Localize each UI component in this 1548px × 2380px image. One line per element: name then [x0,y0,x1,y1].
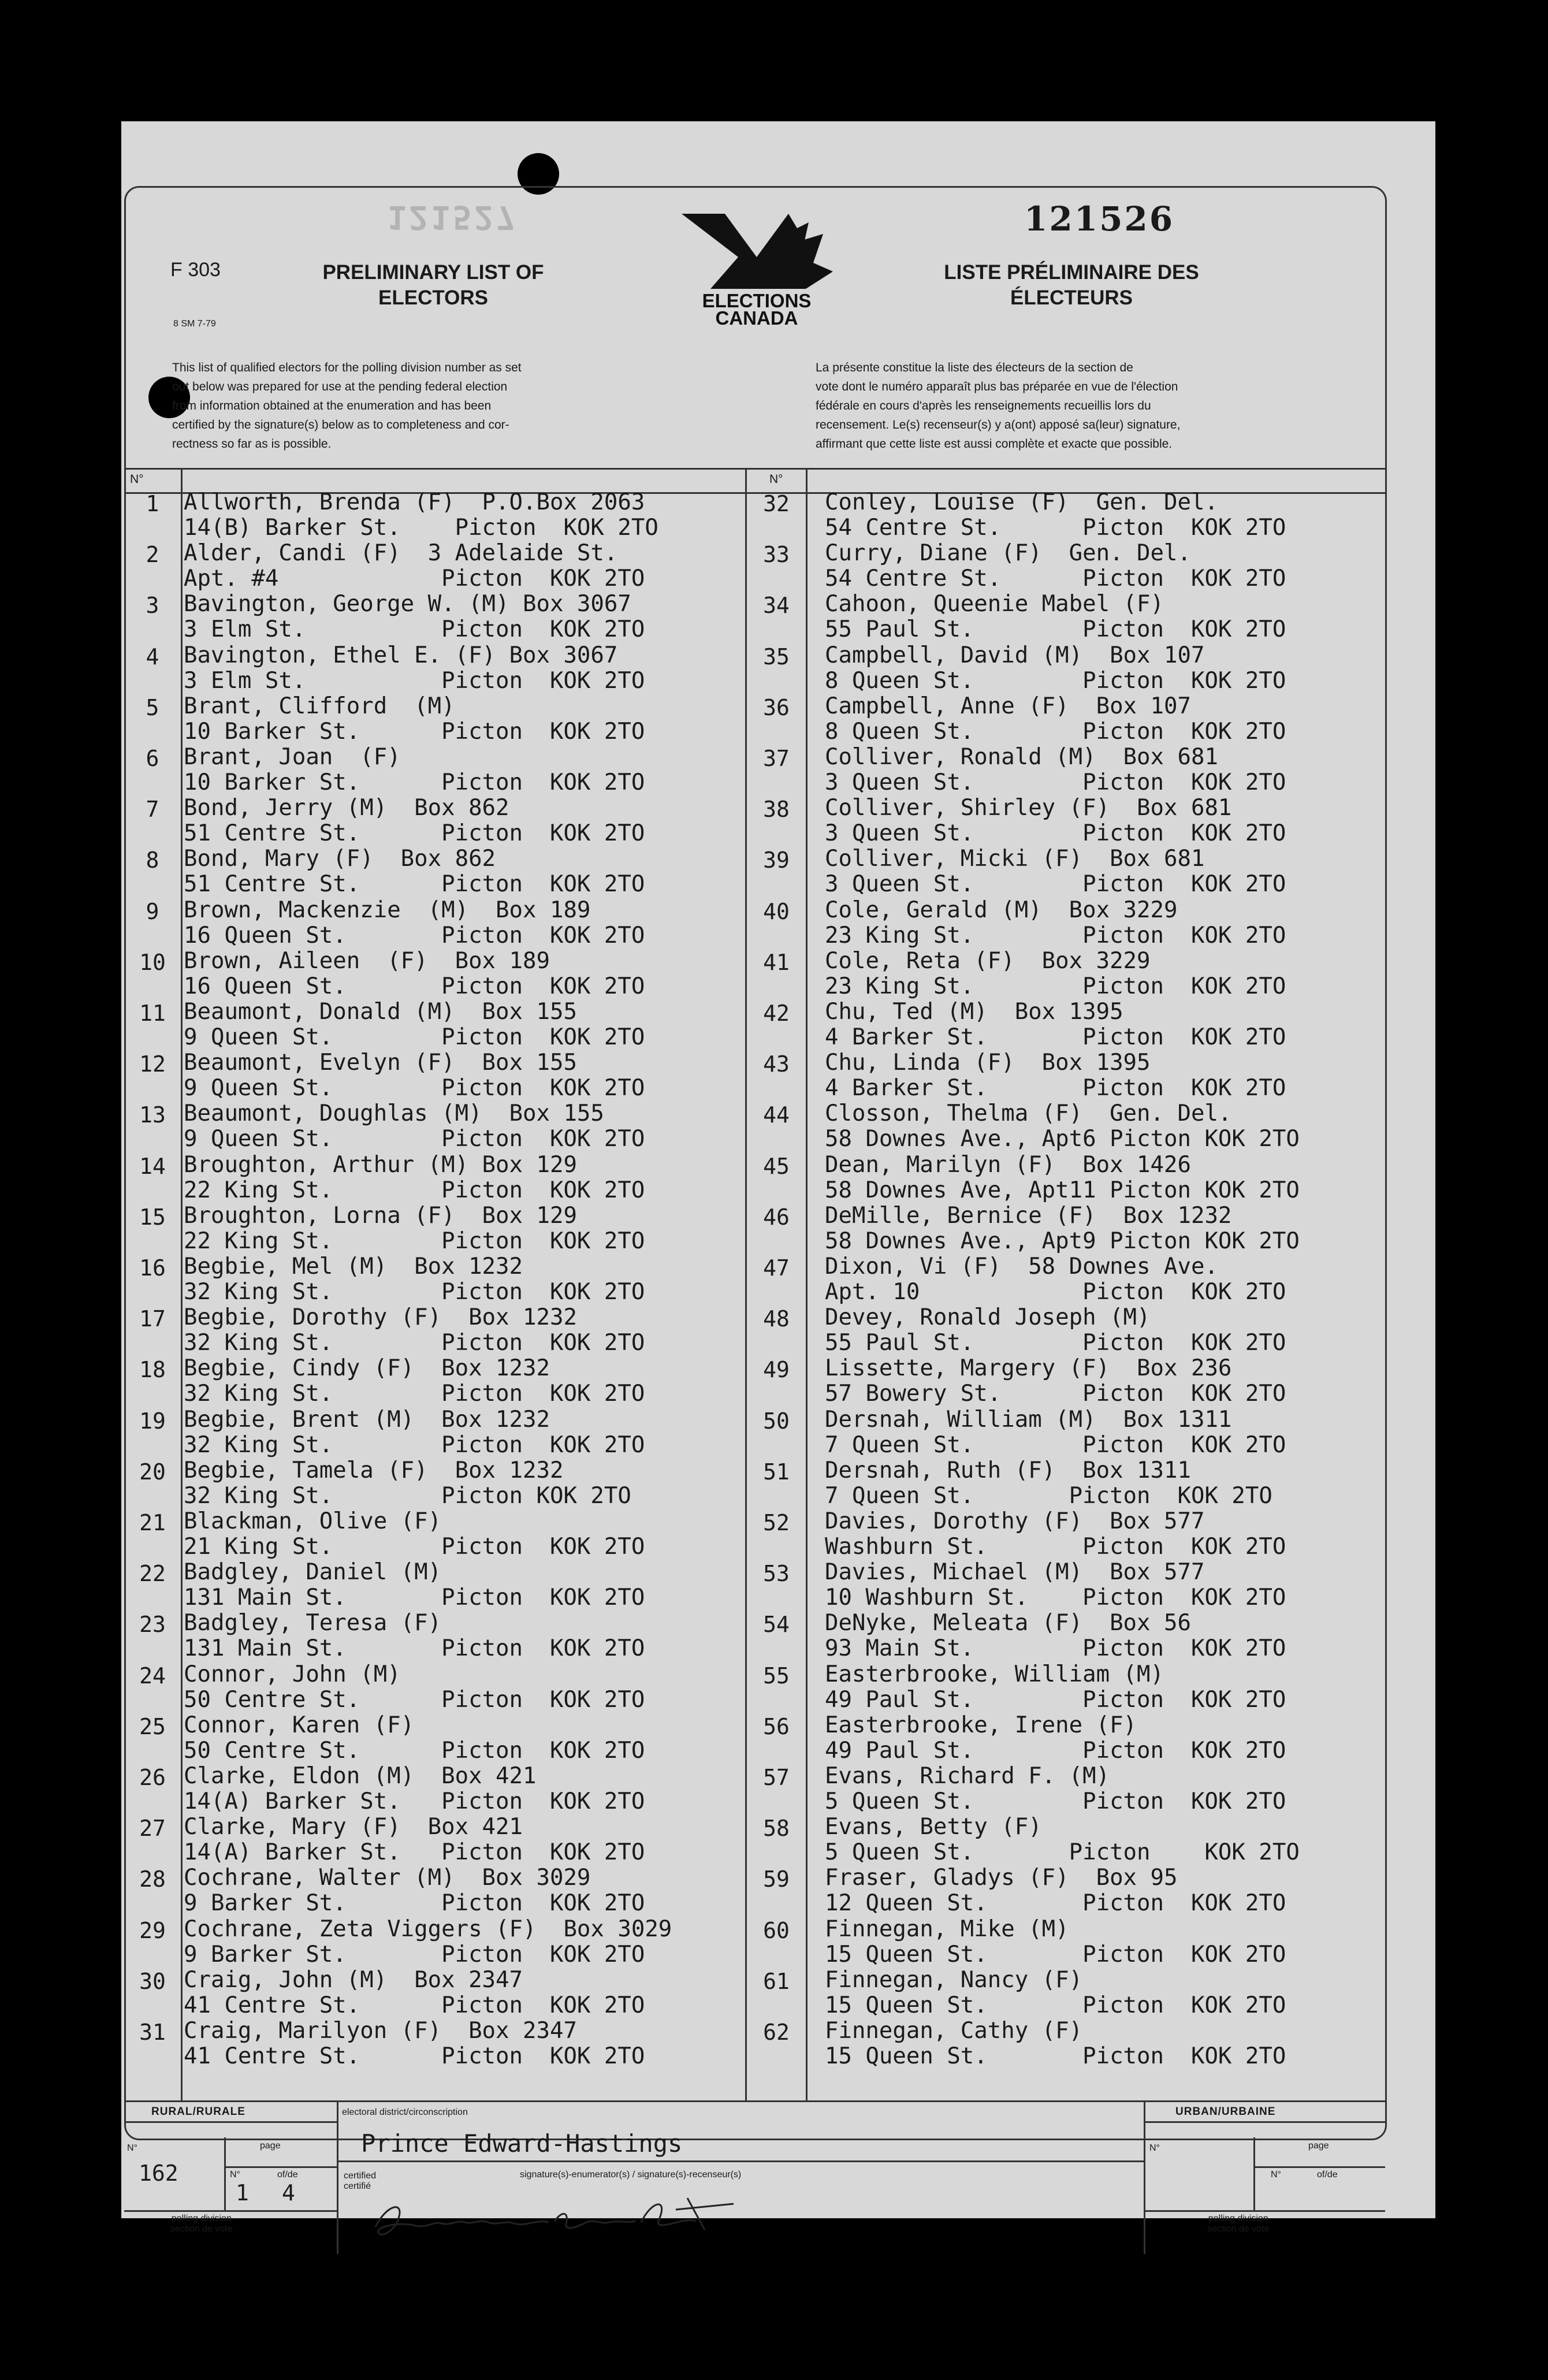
elector-name-line: Finnegan, Cathy (F) [825,2018,1083,2044]
elector-entry [825,1509,1286,1560]
elector-entry [184,643,645,694]
elector-address-line: 9 Queen St. Picton KOK 2TO [184,1126,645,1152]
elector-address-line: 15 Queen St. Picton KOK 2TO [825,1992,1286,2018]
elector-address-line: 16 Queen St. Picton KOK 2TO [184,973,645,999]
elector-number: 52 [763,1510,790,1535]
elector-number: 23 [139,1612,166,1637]
elector-address-line: 57 Bowery St. Picton KOK 2TO [825,1381,1286,1407]
elector-address-line: 3 Queen St. Picton KOK 2TO [825,769,1286,795]
elector-name-line: Begbie, Cindy (F) Box 1232 [184,1355,550,1381]
elector-entry [184,1050,645,1101]
elector-entry [184,1764,645,1814]
elector-name-line: Bavington, George W. (M) Box 3067 [184,591,631,617]
elector-entry [184,1865,645,1916]
elector-number: 37 [763,746,790,771]
elector-entry [825,541,1286,592]
elector-entry [825,1865,1286,1916]
elector-name-line: Bond, Mary (F) Box 862 [184,846,496,872]
page-total: 4 [282,2180,295,2206]
elector-name-line: Begbie, Mel (M) Box 1232 [184,1254,523,1280]
elector-entry [184,1509,645,1560]
elector-address-line: 55 Paul St. Picton KOK 2TO [825,1330,1286,1356]
elector-name-line: Brant, Joan (F) [184,744,401,770]
elector-entry [184,1814,645,1865]
elector-address-line: 58 Downes Ave., Apt6 Picton KOK 2TO [825,1126,1300,1152]
elector-address-line: 54 Centre St. Picton KOK 2TO [825,515,1286,541]
elector-entry [825,1814,1300,1865]
elector-number: 35 [763,644,790,670]
elector-entry [184,1254,645,1305]
elector-address-line: 5 Queen St. Picton KOK 2TO [825,1839,1300,1865]
elector-number: 1 [146,491,159,516]
elector-name-line: DeMille, Bernice (F) Box 1232 [825,1203,1232,1229]
elector-address-line: 50 Centre St. Picton KOK 2TO [184,1738,645,1764]
elector-number: 26 [139,1765,166,1790]
elector-address-line: 3 Elm St. Picton KOK 2TO [184,668,645,694]
elector-address-line: 93 Main St. Picton KOK 2TO [825,1635,1286,1661]
elector-address-line: 32 King St. Picton KOK 2TO [184,1483,631,1509]
elector-number: 34 [763,593,790,618]
elector-number: 6 [146,746,159,771]
elector-entry [184,541,645,592]
elector-address-line: 50 Centre St. Picton KOK 2TO [184,1687,645,1713]
elector-address-line: 10 Barker St. Picton KOK 2TO [184,769,645,795]
elector-entry [184,1305,645,1356]
number-header-right: N° [769,473,783,486]
elector-number: 41 [763,950,790,975]
elector-name-line: Blackman, Olive (F) [184,1508,442,1534]
elections-canada-logo [670,208,843,335]
urban-label: URBAN/URBAINE [1175,2106,1276,2118]
certified-label: certified certifié [344,2171,377,2191]
show-through-number: 121527 [387,198,518,236]
elector-name-line: Connor, Karen (F) [184,1712,415,1738]
elector-address-line: 41 Centre St. Picton KOK 2TO [184,1992,645,2018]
form-number: F 303 [170,259,221,281]
elector-name-line: Conley, Louise (F) Gen. Del. [825,489,1218,515]
rural-bottom-rule [124,2210,337,2212]
elector-address-line: 3 Queen St. Picton KOK 2TO [825,871,1286,897]
elector-address-line: 9 Barker St. Picton KOK 2TO [184,1942,645,1968]
elector-number: 53 [763,1561,790,1586]
urban-no-label: N° [1149,2143,1160,2153]
elector-entry [184,1917,672,1968]
elector-address-line: 131 Main St. Picton KOK 2TO [184,1585,645,1611]
elector-name-line: Evans, Betty (F) [825,1814,1042,1840]
elector-number: 61 [763,1969,790,1994]
elector-name-line: Broughton, Lorna (F) Box 129 [184,1203,577,1229]
elector-name-line: Campbell, Anne (F) Box 107 [825,693,1191,719]
elector-name-line: Allworth, Brenda (F) P.O.Box 2063 [184,489,645,515]
elector-number: 7 [146,797,159,822]
elector-name-line: Alder, Candi (F) 3 Adelaide St. [184,540,618,566]
elector-address-line: 41 Centre St. Picton KOK 2TO [184,2043,645,2069]
elector-address-line: 51 Centre St. Picton KOK 2TO [184,871,645,897]
elector-address-line: Apt. 10 Picton KOK 2TO [825,1279,1286,1305]
rural-label: RURAL/RURALE [151,2106,245,2118]
elector-address-line: 55 Paul St. Picton KOK 2TO [825,616,1286,642]
elector-name-line: Clarke, Eldon (M) Box 421 [184,1763,537,1789]
elector-entry [184,1101,645,1152]
elector-entry [184,1662,645,1713]
elector-entry [184,898,645,949]
elector-name-line: Chu, Linda (F) Box 1395 [825,1050,1151,1076]
svg-text:ELECTIONS: ELECTIONS [702,290,812,311]
page-number: 1 [236,2180,249,2206]
elector-address-line: 7 Queen St. Picton KOK 2TO [825,1432,1286,1458]
elector-number: 28 [139,1866,166,1892]
enumerator-signature [364,2186,757,2244]
elector-name-line: Easterbrooke, Irene (F) [825,1712,1137,1738]
urban-page-no-label: N° [1271,2170,1281,2180]
elector-address-line: 8 Queen St. Picton KOK 2TO [825,668,1286,694]
elector-name-line: Begbie, Brent (M) Box 1232 [184,1407,550,1433]
elector-number: 25 [139,1714,166,1739]
elector-entry [825,694,1286,745]
elector-entry [825,1968,1286,2018]
elector-address-line: 23 King St. Picton KOK 2TO [825,923,1286,949]
elector-number: 32 [763,491,790,516]
elector-address-line: 32 King St. Picton KOK 2TO [184,1330,645,1356]
number-header-left: N° [130,473,144,486]
elector-number: 29 [139,1918,166,1943]
elector-name-line: Finnegan, Mike (M) [825,1916,1069,1942]
elector-number: 27 [139,1816,166,1841]
elector-name-line: Begbie, Dorothy (F) Box 1232 [184,1304,577,1330]
elector-entry [825,999,1286,1050]
elector-name-line: Devey, Ronald Joseph (M) [825,1304,1151,1330]
elector-name-line: Beaumont, Doughlas (M) Box 155 [184,1100,604,1126]
elector-number: 19 [139,1408,166,1434]
elector-address-line: 3 Elm St. Picton KOK 2TO [184,616,645,642]
urban-polling-division-label: polling division section de vote [1207,2214,1270,2234]
rural-page-label: page [260,2141,281,2151]
right-number-column-rule [806,468,808,2100]
elector-address-line: 22 King St. Picton KOK 2TO [184,1228,645,1254]
elector-address-line: 15 Queen St. Picton KOK 2TO [825,1942,1286,1968]
elector-name-line: Lissette, Margery (F) Box 236 [825,1355,1232,1381]
elector-entry [825,490,1286,541]
elector-number: 39 [763,847,790,873]
elector-number: 9 [146,899,159,924]
elector-name-line: Closson, Thelma (F) Gen. Del. [825,1100,1232,1126]
svg-text:CANADA: CANADA [715,307,798,329]
elector-name-line: Colliver, Shirley (F) Box 681 [825,795,1232,821]
footer-top-rule [124,2100,1385,2102]
urban-bottom-rule [1144,2210,1385,2212]
elector-entry [184,490,658,541]
elector-name-line: Campbell, David (M) Box 107 [825,642,1205,668]
rural-header-rule [124,2121,337,2123]
footer-urban-divider [1144,2100,1145,2254]
elector-name-line: Brant, Clifford (M) [184,693,455,719]
elector-address-line: 49 Paul St. Picton KOK 2TO [825,1738,1286,1764]
elector-number: 8 [146,847,159,873]
elector-entry [184,846,645,897]
elector-number: 31 [139,2020,166,2045]
elector-name-line: Dean, Marilyn (F) Box 1426 [825,1152,1191,1178]
elector-number: 59 [763,1866,790,1892]
elector-number: 21 [139,1510,166,1535]
elector-entry [825,2018,1286,2069]
elector-address-line: 8 Queen St. Picton KOK 2TO [825,719,1286,745]
elector-name-line: Broughton, Arthur (M) Box 129 [184,1152,577,1178]
elector-entry [825,1611,1286,1661]
elector-name-line: Chu, Ted (M) Box 1395 [825,999,1123,1025]
elector-name-line: Badgley, Teresa (F) [184,1610,442,1636]
elector-number: 13 [139,1102,166,1128]
elector-entry [825,1407,1286,1458]
elector-entry [184,1560,645,1611]
elector-number: 40 [763,899,790,924]
elector-address-line: Apt. #4 Picton KOK 2TO [184,566,645,592]
elector-entry [184,1356,645,1407]
elector-name-line: Cochrane, Zeta Viggers (F) Box 3029 [184,1916,672,1942]
elector-entry [825,1713,1286,1764]
elector-name-line: Davies, Michael (M) Box 577 [825,1559,1205,1585]
urban-page-divider [1253,2137,1255,2210]
elector-name-line: Easterbrooke, William (M) [825,1661,1164,1687]
elector-name-line: Cahoon, Queenie Mabel (F) [825,591,1164,617]
elector-address-line: 49 Paul St. Picton KOK 2TO [825,1687,1286,1713]
elector-number: 55 [763,1663,790,1689]
elector-entry [825,592,1286,642]
elector-entry [184,694,645,745]
title-french: LISTE PRÉLIMINAIRE DES ÉLECTEURS [944,261,1199,309]
elector-number: 30 [139,1969,166,1994]
elector-number: 15 [139,1204,166,1230]
elector-entry [184,745,645,795]
elector-address-line: 14(A) Barker St. Picton KOK 2TO [184,1788,645,1814]
elector-name-line: Clarke, Mary (F) Box 421 [184,1814,523,1840]
elector-name-line: Evans, Richard F. (M) [825,1763,1110,1789]
elector-entry [825,1560,1286,1611]
elector-name-line: Dersnah, Ruth (F) Box 1311 [825,1457,1191,1483]
elector-address-line: 32 King St. Picton KOK 2TO [184,1279,645,1305]
elector-entry [825,898,1286,949]
polling-division-number: 162 [139,2160,178,2186]
elector-number: 2 [146,542,159,567]
elector-number: 45 [763,1154,790,1179]
elector-name-line: Cole, Gerald (M) Box 3229 [825,897,1178,923]
footer-rural-divider [337,2100,338,2254]
elector-address-line: 16 Queen St. Picton KOK 2TO [184,923,645,949]
elector-address-line: 9 Queen St. Picton KOK 2TO [184,1024,645,1050]
elector-address-line: 23 King St. Picton KOK 2TO [825,973,1286,999]
urban-page-label: page [1308,2141,1329,2151]
elector-name-line: Beaumont, Donald (M) Box 155 [184,999,577,1025]
elector-number: 46 [763,1204,790,1230]
form-code: 8 SM 7-79 [173,319,216,329]
elector-name-line: Connor, John (M) [184,1661,401,1687]
rural-polling-division-label: polling division section de vote [170,2214,233,2234]
elector-entry [825,643,1286,694]
elector-number: 14 [139,1154,166,1179]
elector-name-line: Finnegan, Nancy (F) [825,1967,1083,1993]
elector-name-line: Begbie, Tamela (F) Box 1232 [184,1457,564,1483]
elector-number: 5 [146,695,159,720]
rural-page-divider [224,2137,226,2210]
elector-address-line: 10 Barker St. Picton KOK 2TO [184,719,645,745]
elector-name-line: Fraser, Gladys (F) Box 95 [825,1865,1178,1891]
elector-name-line: Dixon, Vi (F) 58 Downes Ave. [825,1254,1218,1280]
elector-name-line: DeNyke, Meleata (F) Box 56 [825,1610,1191,1636]
elector-entry [825,1458,1272,1509]
rural-no-label: N° [127,2143,137,2153]
elector-number: 36 [763,695,790,720]
elector-name-line: Davies, Dorothy (F) Box 577 [825,1508,1205,1534]
elector-number: 33 [763,542,790,567]
elector-number: 12 [139,1051,166,1077]
district-label: electoral district/circonscription [342,2107,468,2117]
elector-name-line: Beaumont, Evelyn (F) Box 155 [184,1050,577,1076]
rural-page-rule [224,2166,337,2168]
urban-of-label: of/de [1317,2170,1338,2180]
elector-address-line: 51 Centre St. Picton KOK 2TO [184,820,645,846]
elector-entry [825,1356,1286,1407]
elector-address-line: 3 Queen St. Picton KOK 2TO [825,820,1286,846]
rural-of-label: of/de [277,2170,298,2180]
elector-number: 20 [139,1459,166,1485]
elector-name-line: Dersnah, William (M) Box 1311 [825,1407,1232,1433]
elector-number: 62 [763,2020,790,2045]
elector-address-line: 12 Queen St. Picton KOK 2TO [825,1890,1286,1916]
district-rule [337,2160,1144,2162]
elector-address-line: 9 Queen St. Picton KOK 2TO [184,1075,645,1101]
urban-page-rule [1253,2166,1385,2168]
elector-entry [184,1152,645,1203]
elector-number: 44 [763,1102,790,1128]
intro-english: This list of qualified electors for the polling division number as set out below was prepared for use at the pending federal election from information obtained at the enumeration and has been certified by the signature(s) below as to completeness and cor- rectness so far as is possible. [172,361,522,451]
elector-number: 38 [763,797,790,822]
signature-label: signature(s)-enumerator(s) / signature(s)-recenseur(s) [520,2170,742,2180]
elector-number: 51 [763,1459,790,1485]
elector-address-line: 54 Centre St. Picton KOK 2TO [825,566,1286,592]
elector-entry [184,1458,631,1509]
rural-page-no-label: N° [230,2170,240,2180]
elector-entry [825,1254,1286,1305]
elector-number: 3 [146,593,159,618]
elector-name-line: Bond, Jerry (M) Box 862 [184,795,509,821]
elector-address-line: 58 Downes Ave, Apt11 Picton KOK 2TO [825,1177,1300,1203]
elector-number: 18 [139,1357,166,1382]
elector-name-line: Cochrane, Walter (M) Box 3029 [184,1865,591,1891]
elector-address-line: Washburn St. Picton KOK 2TO [825,1534,1286,1560]
elector-address-line: 9 Barker St. Picton KOK 2TO [184,1890,645,1916]
elector-name-line: Craig, John (M) Box 2347 [184,1967,523,1993]
elector-entry [825,949,1286,999]
serial-number: 121526 [1024,199,1175,239]
elector-number: 22 [139,1561,166,1586]
elector-entry [825,846,1286,897]
elector-entry [184,1203,645,1254]
elector-entry [825,795,1286,846]
elector-entry [825,745,1286,795]
elector-name-line: Brown, Mackenzie (M) Box 189 [184,897,591,923]
elector-entry [184,2018,645,2069]
elector-entry [184,592,645,642]
elector-entry [825,1203,1300,1254]
elector-address-line: 22 King St. Picton KOK 2TO [184,1177,645,1203]
elector-entry [184,1407,645,1458]
elector-name-line: Badgley, Daniel (M) [184,1559,442,1585]
elector-address-line: 4 Barker St. Picton KOK 2TO [825,1075,1286,1101]
elector-entry [825,1152,1300,1203]
elector-address-line: 32 King St. Picton KOK 2TO [184,1381,645,1407]
elector-number: 42 [763,1001,790,1026]
elector-entry [184,999,645,1050]
elector-name-line: Brown, Aileen (F) Box 189 [184,948,550,974]
elector-address-line: 14(A) Barker St. Picton KOK 2TO [184,1839,645,1865]
elector-address-line: 4 Barker St. Picton KOK 2TO [825,1024,1286,1050]
elector-entry [825,1050,1286,1101]
elector-address-line: 58 Downes Ave., Apt9 Picton KOK 2TO [825,1228,1300,1254]
elector-name-line: Bavington, Ethel E. (F) Box 3067 [184,642,618,668]
elector-number: 57 [763,1765,790,1790]
elector-address-line: 14(B) Barker St. Picton KOK 2TO [184,515,658,541]
elector-number: 47 [763,1255,790,1281]
elector-entry [825,1764,1286,1814]
elector-number: 43 [763,1051,790,1077]
elector-number: 58 [763,1816,790,1841]
elector-number: 49 [763,1357,790,1382]
elector-address-line: 15 Queen St. Picton KOK 2TO [825,2043,1286,2069]
elector-address-line: 10 Washburn St. Picton KOK 2TO [825,1585,1286,1611]
left-number-column-rule [181,468,183,2100]
elector-number: 4 [146,644,159,670]
elector-number: 50 [763,1408,790,1434]
elector-number: 56 [763,1714,790,1739]
elector-name-line: Craig, Marilyon (F) Box 2347 [184,2018,577,2044]
intro-french: La présente constitue la liste des électeurs de la section de vote dont le numéro apparaît plus bas préparée en vue de l'élection fédérale en cours d'après les renseignements recueillis lors du recensement. Le(s) recenseur(s) y a(ont) apposé sa(leur) signature, affirmant que cette liste est aussi complète et exacte que possible. [816,361,1181,451]
elector-address-line: 131 Main St. Picton KOK 2TO [184,1635,645,1661]
elector-entry [825,1662,1286,1713]
elector-entry [184,1611,645,1661]
elector-entry [184,795,645,846]
elector-number: 17 [139,1306,166,1332]
table-top-rule [124,468,1385,470]
elector-entry [184,949,645,999]
elector-name-line: Curry, Diane (F) Gen. Del. [825,540,1191,566]
elector-entry [825,1101,1300,1152]
elector-name-line: Colliver, Micki (F) Box 681 [825,846,1205,872]
elector-number: 48 [763,1306,790,1332]
electoral-district: Prince Edward-Hastings [361,2129,683,2158]
elector-address-line: 32 King St. Picton KOK 2TO [184,1432,645,1458]
elector-address-line: 21 King St. Picton KOK 2TO [184,1534,645,1560]
elector-number: 16 [139,1255,166,1281]
elector-number: 24 [139,1663,166,1689]
elector-entry [184,1968,645,2018]
elector-address-line: 7 Queen St. Picton KOK 2TO [825,1483,1272,1509]
urban-header-rule [1144,2121,1385,2123]
elector-address-line: 5 Queen St. Picton KOK 2TO [825,1788,1286,1814]
elector-number: 54 [763,1612,790,1637]
elector-entry [825,1917,1286,1968]
elector-number: 60 [763,1918,790,1943]
elector-name-line: Cole, Reta (F) Box 3229 [825,948,1151,974]
title-english: PRELIMINARY LIST OF ELECTORS [322,261,544,309]
elector-entry [825,1305,1286,1356]
elector-number: 11 [139,1001,166,1026]
elector-entry [184,1713,645,1764]
elector-name-line: Colliver, Ronald (M) Box 681 [825,744,1218,770]
elector-number: 10 [139,950,166,975]
